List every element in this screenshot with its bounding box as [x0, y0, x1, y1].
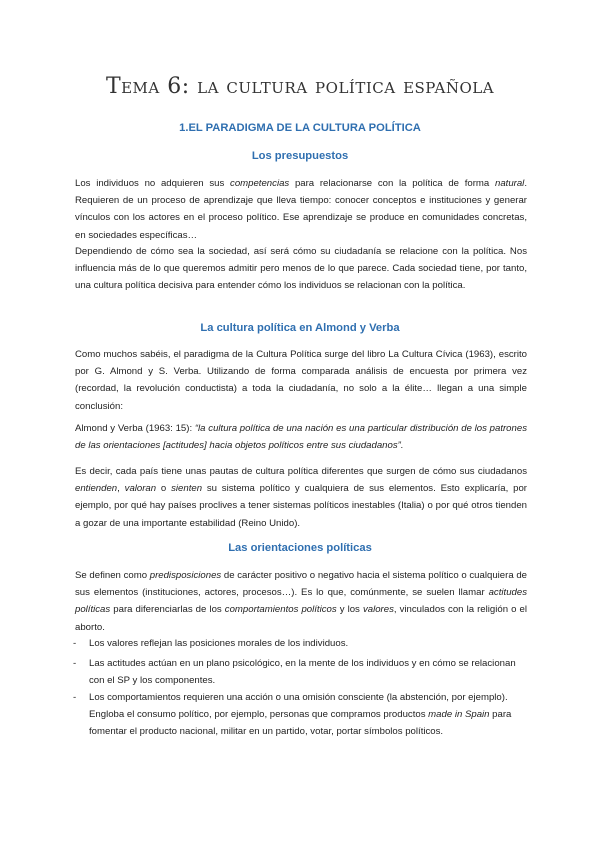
paragraph-1: Los individuos no adquieren sus competencias para relacionarse con la política de forma natural. Requieren de un proceso de aprendizaje que lleva tiempo: conocer conceptos e instituciones y generar vínculos con los actores en el proceso político. Ese aprendizaje se produce en comunidades concretas, en sociedades específicas… — [75, 178, 527, 241]
paragraph-2: Dependiendo de cómo sea la sociedad, así será cómo su ciudadanía se relacione con la política. Nos influencia más de lo que queremos admitir pero menos de lo que parece. Cada sociedad tiene, por tanto, una cultura política decisiva para entender cómo los individuos se relacionan con la política. — [75, 246, 527, 292]
page-title: Tema 6: la cultura política española — [105, 74, 495, 99]
subheading-presupuestos: Los presupuestos — [251, 150, 349, 162]
paragraph-5: Es decir, cada país tiene unas pautas de cultura política diferentes que surgen de cómo sus ciudadanos entienden, valoran o sienten su sistema político y cualquiera de sus elementos. Esto explicaría, por ejemplo, por qué hay países proclives a tener sistemas políticos inestables (Italia) o por qué otros tienden a gozar de una importante estabilidad (Reino Unido). — [75, 466, 527, 529]
bullet-item: - Los valores reflejan las posiciones morales de los individuos. — [73, 638, 349, 649]
bullet-item: - Las actitudes actúan en un plano psicológico, en la mente de los individuos y en cómo se relacionan con el SP y los componentes. — [73, 658, 516, 687]
subheading-almond-verba: La cultura política en Almond y Verba — [200, 322, 400, 334]
subheading-orientaciones: Las orientaciones políticas — [228, 542, 372, 554]
paragraph-3: Como muchos sabéis, el paradigma de la Cultura Política surge del libro La Cultura Cívica (1963), escrito por G. Almond y S. Verba. Utilizando de forma comparada análisis de encuesta por primera vez (recordad, la revolución conductista) a toda la ciudadanía, no solo a la élite… llegan a una simple conclusión: — [75, 349, 527, 412]
paragraph-4-quote: Almond y Verba (1963: 15): “la cultura política de una nación es una particular distribución de los patrones de las orientaciones [actitudes] hacia objetos políticos entre sus ciudadanos”. — [75, 423, 527, 452]
bullet-item: - Los comportamientos requieren una acción o una omisión consciente (la abstención, por ejemplo). Engloba el consumo político, por ejemplo, personas que compramos productos made in Spain para fomentar el producto nacional, militar en un partido, votar, portar símbolos políticos. — [73, 692, 512, 738]
section-heading: 1.EL PARADIGMA DE LA CULTURA POLÍTICA — [179, 122, 421, 134]
paragraph-6: Se definen como predisposiciones de carácter positivo o negativo hacia el sistema político o cualquiera de sus elementos (instituciones, actores, procesos…). Es lo que, comúnmente, se suelen llamar actitudes políticas para diferenciarlas de los comportamientos políticos y los valores, vinculados con la religión o el aborto. — [75, 570, 528, 633]
